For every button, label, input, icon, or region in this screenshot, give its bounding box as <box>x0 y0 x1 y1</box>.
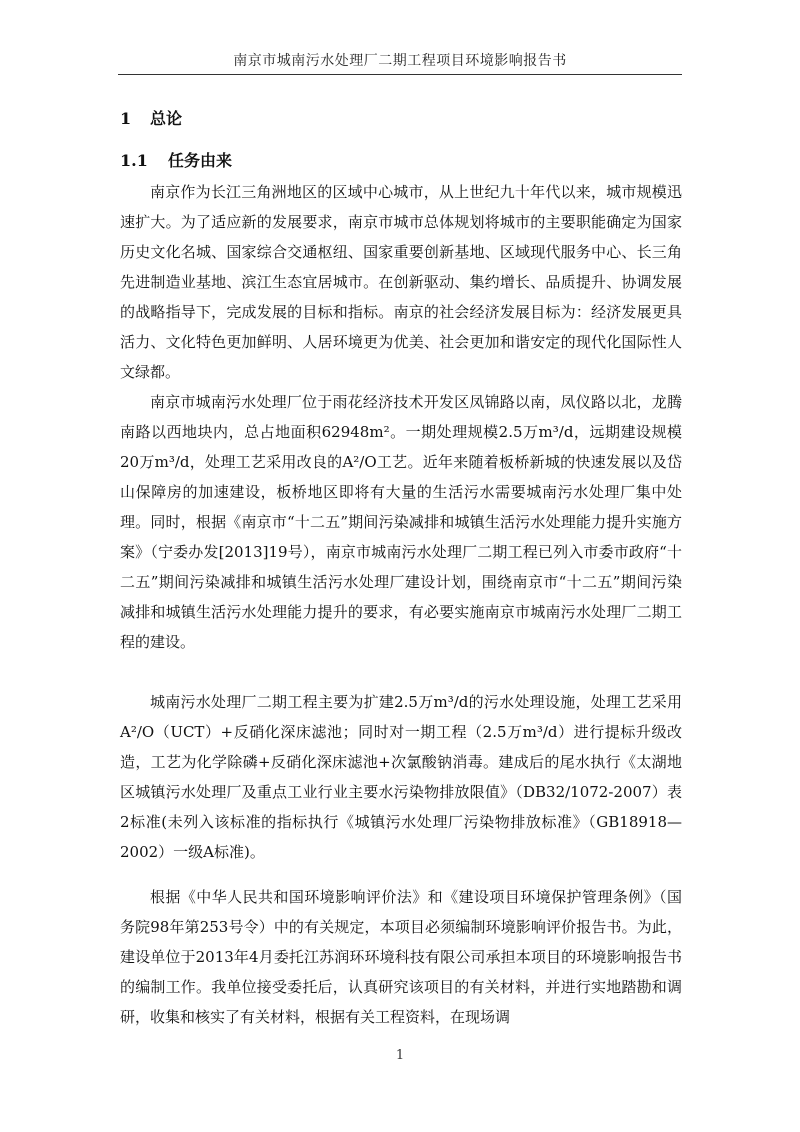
subsection-title: 任务由来 <box>168 151 233 170</box>
paragraph-3: 城南污水处理厂二期工程主要为扩建2.5万m³/d的污水处理设施，处理工艺采用A²/O（UCT）+反硝化深床滤池；同时对一期工程（2.5万m³/d）进行提标升级改造，工艺为化学除磷+反硝化深床滤池+次氯酸钠消毒。建成后的尾水执行《太湖地区城镇污水处理厂及重点工业行业主要水污染物排放限值》（DB32/1072-2007）表2标准(未列入该标准的指标执行《城镇污水处理厂污染物排放标准》（GB18918—2002）一级A标准)。 <box>120 693 682 861</box>
section-number: 1 <box>120 109 132 128</box>
subsection-heading <box>120 148 232 171</box>
paragraph-4: 根据《中华人民共和国环境影响评价法》和《建设项目环境保护管理条例》（国务院98年第253号令）中的有关规定，本项目必须编制环境影响评价报告书。为此，建设单位于2013年4月委托江苏润环环境科技有限公司承担本项目的环境影响报告书的编制工作。我单位接受委托后，认真研究该项目的有关材料，并进行实地踏勘和调研，收集和核实了有关材料，根据有关工程资料，在现场调 <box>120 888 682 1026</box>
paragraph-2: 南京市城南污水处理厂位于雨花经济技术开发区凤锦路以南，凤仪路以北，龙腾南路以西地块内，总占地面积62948m²。一期处理规模2.5万m³/d，远期建设规模20万m³/d，处理工艺采用改良的A²/O工艺。近年来随着板桥新城的快速发展以及岱山保障房的加速建设，板桥地区即将有大量的生活污水需要城南污水处理厂集中处理。同时，根据《南京市“十二五”期间污染减排和城镇生活污水处理能力提升实施方案》（宁委办发[2013]19号），南京市城南污水处理厂二期工程已列入市委市政府“十二五”期间污染减排和城镇生活污水处理厂建设计划，围绕南京市“十二五”期间污染减排和城镇生活污水处理能力提升的要求，有必要实施南京市城南污水处理厂二期工程的建设。 <box>120 393 682 651</box>
page-number: 1 <box>395 1048 405 1063</box>
section-heading <box>120 106 182 129</box>
paragraph-1: 南京作为长江三角洲地区的区域中心城市，从上世纪九十年代以来，城市规模迅速扩大。为了适应新的发展要求，南京市城市总体规划将城市的主要职能确定为国家历史文化名城、国家综合交通枢纽、国家重要创新基地、区域现代服务中心、长三角先进制造业基地、滨江生态宜居城市。在创新驱动、集约增长、品质提升、协调发展的战略指导下，完成发展的目标和指标。南京的社会经济发展目标为：经济发展更具活力、文化特色更加鲜明、人居环境更为优美、社会更加和谐安定的现代化国际性人文绿都。 <box>120 183 682 381</box>
running-header: 南京市城南污水处理厂二期工程项目环境影响报告书 <box>233 53 567 69</box>
header-rule <box>118 74 682 75</box>
subsection-number: 1.1 <box>120 151 148 170</box>
section-title: 总论 <box>150 109 183 128</box>
